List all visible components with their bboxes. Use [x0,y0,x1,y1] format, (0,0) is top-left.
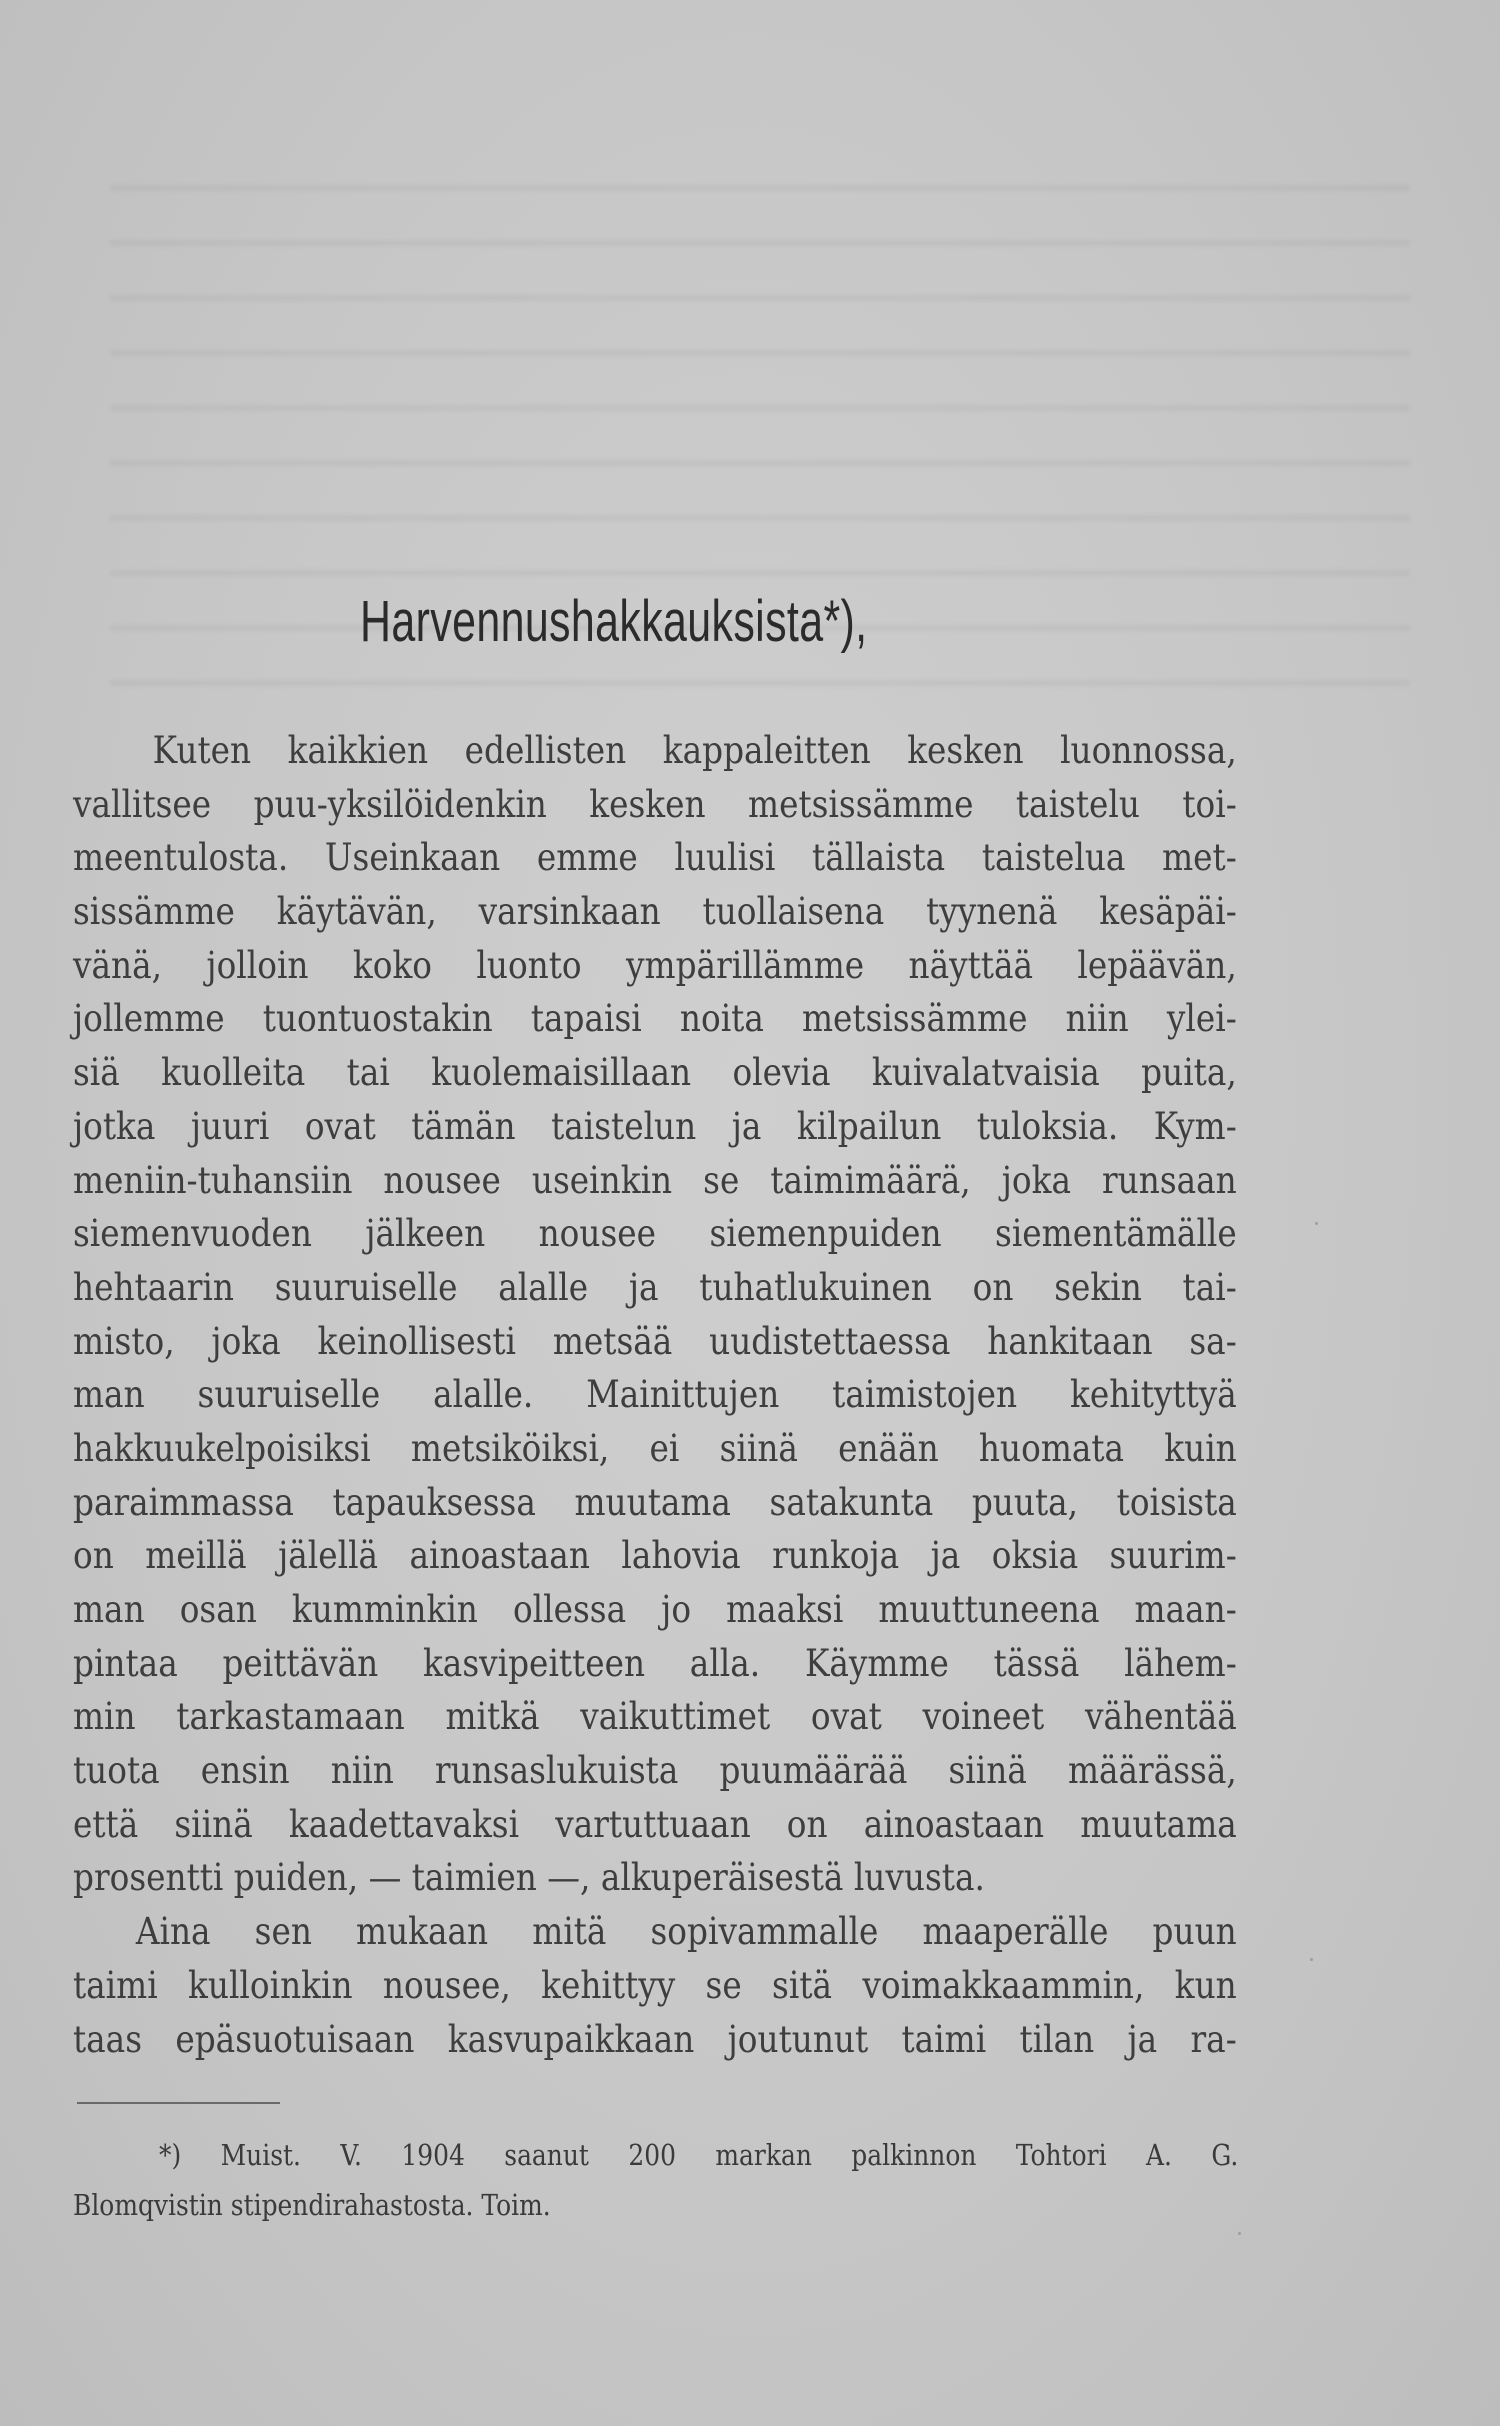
text-line: meniin-tuhansiin nousee useinkin se taimimäärä, joka runsaan [73,1158,1237,1202]
text-line: min tarkastamaan mitkä vaikuttimet ovat voineet vähentää [73,1695,1237,1739]
text-line: paraimmassa tapauksessa muutama satakunta puuta, toisista [73,1480,1237,1524]
text-line: man suuruiselle alalle. Mainittujen taimistojen kehityttyä [73,1373,1237,1417]
footnote [73,2130,1238,2230]
text-line: prosentti puiden, — taimien —, alkuperäisestä luvusta. [73,1856,985,1900]
footnote-line: Blomqvistin stipendirahastosta. Toim. [73,2188,551,2222]
paragraph-2 [73,1905,1237,2066]
text-line: tuota ensin niin runsaslukuista puumäärää siinä määrässä, [73,1749,1237,1793]
text-line: hehtaarin suuruiselle alalle ja tuhatlukuinen on sekin tai- [73,1265,1237,1309]
text-line: vänä, jolloin koko luonto ympärillämme näyttää lepäävän, [73,943,1237,987]
paper-speck [1315,1222,1318,1225]
text-line: meentulosta. Useinkaan emme luulisi tällaista taistelua met- [73,836,1237,880]
text-line: Kuten kaikkien edellisten kappaleitten kesken luonnossa, [152,729,1237,772]
text-line: pintaa peittävän kasvipeitteen alla. Käymme tässä lähem- [73,1641,1237,1685]
text-line: hakkuukelpoisiksi metsiköiksi, ei siinä enään huomata kuin [73,1426,1237,1470]
text-line: man osan kumminkin ollessa jo maaksi muuttuneena maan- [73,1588,1237,1631]
text-line: siemenvuoden jälkeen nousee siemenpuiden siementämälle [73,1212,1237,1256]
text-line: että siinä kaadettavaksi vartuttuaan on ainoastaan muutama [73,1802,1237,1846]
text-line: sissämme käytävän, varsinkaan tuollaisena tyynenä kesäpäi- [73,890,1237,934]
paper-speck [1238,2232,1241,2235]
text-line: siä kuolleita tai kuolemaisillaan olevia kuivalatvaisia puita, [73,1051,1237,1095]
text-line: taas epäsuotuisaan kasvupaikkaan joutunut taimi tilan ja ra- [73,2017,1237,2061]
text-line: Aina sen mukaan mitä sopivammalle maaperälle puun [135,1910,1237,1954]
text-line: on meillä jälellä ainoastaan lahovia runkoja ja oksia suurim- [73,1534,1237,1578]
article-body [73,724,1237,2066]
text-line: misto, joka keinollisesti metsää uudistettaessa hankitaan sa- [73,1319,1237,1363]
text-line: jotka juuri ovat tämän taistelun ja kilpailun tuloksia. Kym- [73,1104,1237,1148]
paragraph-1 [73,724,1237,1905]
page-title: Harvennushakkauksista*), [360,589,868,654]
text-line: vallitsee puu-yksilöidenkin kesken metsissämme taistelu toi- [73,782,1237,826]
text-line: taimi kulloinkin nousee, kehittyy se sitä voimakkaammin, kun [73,1963,1237,2007]
footnote-line: *) Muist. V. 1904 saanut 200 markan palkinnon Tohtori A. G. [159,2138,1239,2172]
paper-speck [1310,1958,1313,1961]
footnote-divider [77,2102,280,2104]
text-line: jollemme tuontuostakin tapaisi noita metsissämme niin ylei- [73,997,1237,1041]
